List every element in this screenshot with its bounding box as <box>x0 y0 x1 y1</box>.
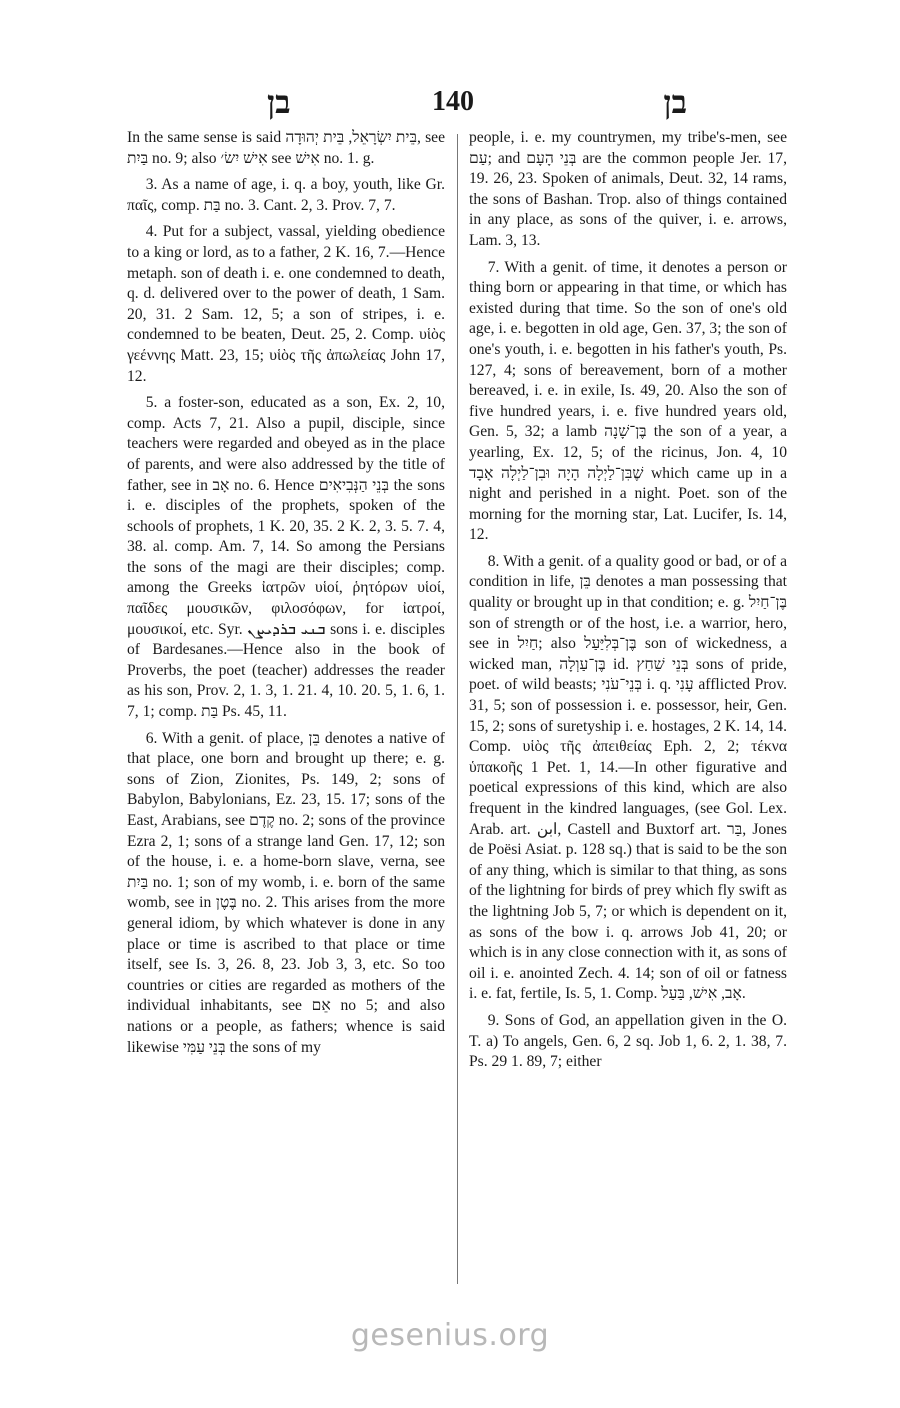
page-number: 140 <box>432 86 474 117</box>
left-paragraph-5: 6. With a genit. of place, בֵּן denotes a native of that place, one born and brought up there; e. g. sons of Zion, Zionites, Ps. 149, 2; sons of Babylon, Babylonians, Ez. 23, 15. 17; sons of the East, Arabians, see קֶדֶם no. 2; sons of the province Ezra 2, 1; sons of a strange land Gen. 17, 12; son of the house, i. e. a home-born slave, verna, see בַּיִת no. 1; son of my womb, i. e. born of the same womb, see in בֶּטֶן no. 2. This arises from the more general idiom, by which whatever is done in any place or time is ascribed to that place or time itself, see Is. 3, 26. 8, 23. Job 3, 3, etc. So too countries or cities are regarded as mothers of the individual inhabitants, see אֵם no 5; and also nations or a people, as fathers; whence is said likewise בְּנֵי עַמִּי the sons of my <box>127 729 445 1056</box>
right-column <box>469 128 787 1288</box>
left-paragraph-2: 3. As a name of age, i. q. a boy, youth, like Gr. παῖς, comp. בַּת no. 3. Cant. 2, 3. Prov. 7, 7. <box>127 176 445 214</box>
watermark: gesenius.org <box>350 1318 550 1353</box>
right-paragraph-2: 7. With a genit. of time, it denotes a person or thing born or appearing in that time, or which has existed during that time. So the son of one's old age, i. e. begotten in old age, Gen. 37, 3; the son of one's youth, i. e. begotten in his father's youth, Ps. 127, 4; sons of bereavement, born of a mother bereaved, i. e. in exile, Is. 49, 20. Also the son of five hundred years, i. e. five hundred years old, Gen. 5, 32; a lamb בֶּן־שָׁנָה the son of a year, a yearling, Ex. 12, 5; of the ricinus, Jon. 4, 10 שֶׁבִּן־לַיְלָה הָיָה וּבִן־לַיְלָה אָבָד which came up in a night and perished in a night. Poet. son of the morning for the morning star, Lat. Lucifer, Is. 14, 12. <box>469 258 787 544</box>
column-divider <box>457 134 458 1284</box>
right-paragraph-4: 9. Sons of God, an appellation given in the O. T. a) To angels, Gen. 6, 2 sq. Job 1, 6. 2, 1. 38, 7. Ps. 29 1. 89, 7; either <box>469 1011 787 1071</box>
right-paragraph-1: people, i. e. my countrymen, my tribe's-men, see עַם; and בְּנֵי הָעָם are the common people Jer. 17, 19. 26, 23. Spoken of animals, Deut. 32, 14 rams, the sons of Bashan. Trop. also of things contained in any place, as sons of the quiver, i. e. arrows, Lam. 3, 13. <box>469 129 787 249</box>
left-paragraph-3: 4. Put for a subject, vassal, yielding obedience to a king or lord, as to a father, 2 K. 16, 7.—Hence metaph. son of death i. e. one condemned to death, q. d. delivered over to the power of death, 1 Sam. 20, 31. 2 Sam. 12, 5; a son of stripes, i. e. condemned to be beaten, Deut. 25, 2. Comp. υἱὸς γεέννης Matt. 23, 15; υἱὸς τῆς ἀπωλείας John 17, 12. <box>127 223 445 385</box>
left-paragraph-4: 5. a foster-son, educated as a son, Ex. 2, 10, comp. Acts 7, 21. Also a pupil, disciple, since teachers were regarded and obeyed as in the place of parents, and were also addressed by the title of father, see in אָב no. 6. Hence בְּנֵי הַנְּבִיאִים the sons i. e. disciples of the prophets, spoken of the schools of prophets, 1 K. 20, 35. 2 K. 2, 3. 5. 7. 4, 38. al. comp. Am. 7, 14. So among the Persians the sons of the magi are their disciples; comp. among the Greeks ἰατρῶν υἱοί, ῥητόρων υἱοί, παῖδες μουσικῶν, φιλοσόφων, for ἰατροί, μουσικοί, etc. Syr. ܒܢܝ ܒܪܕܝܨܢ sons i. e. disciples of Bardesanes.—Hence also in the book of Proverbs, the poet (teacher) addresses the reader as his son, Prov. 2, 1. 3, 1. 21. 4, 10. 20. 5, 1. 6, 1. 7, 1; comp. בַּת Ps. 45, 11. <box>127 394 445 721</box>
header-right-word: בן <box>663 84 687 120</box>
left-paragraph-1: In the same sense is said בֵּית יִשְׂרָאֵל, בֵּית יְהוּדָה, see בַּיִת no. 9; also אִישׁ יִשׂ׳ see אִישׁ no. 1. g. <box>127 129 445 167</box>
left-column <box>127 128 445 1288</box>
right-paragraph-3: 8. With a genit. of a quality good or bad, or of a condition in life, בֵּן denotes a man possessing that quality or brought up in that condition; e. g. בֶּן־חַיִל son of strength or of the host, i.e. a warrior, hero, see in חַיִל; also בֶּן־בְּלִיַּעַל son of wickedness, a wicked man, בֶּן־עַוְלָה id. בְּנֵי שַׁחַץ sons of pride, poet. of wild beasts; בְּנֵי־עֹנִי i. q. עָנִי afflicted Prov. 31, 5; son of possession i. e. possessor, heir, Gen. 15, 2; sons of suretyship i. e. hostages, 2 K. 14, 14. Comp. υἱὸς τῆς ἀπειθείας Eph. 2, 2; τέκνα ὑπακοῆς 1 Pet. 1, 14.—In other figurative and poetical expressions of this kind, which are also frequent in the kindred languages, (see Gol. Lex. Arab. art. ابن, Castell and Buxtorf art. בַּר, Jones de Poësi Asiat. p. 128 sq.) that is said to be the son of any thing, which is similar to that thing, as sons of the lightning for birds of prey which fly swift as the lightning Job 5, 7; or which is dependent on it, as sons of the bow i. q. arrows Job 41, 20; or which is in any close connection with it, as sons of oil i. e. anointed Zech. 4. 14; son of oil or fatness i. e. fat, fertile, Is. 5, 1. Comp. אָב, אִישׁ, בַּעַל. <box>469 552 787 1003</box>
header-left-word: בן <box>267 84 291 120</box>
page-header <box>127 84 785 124</box>
